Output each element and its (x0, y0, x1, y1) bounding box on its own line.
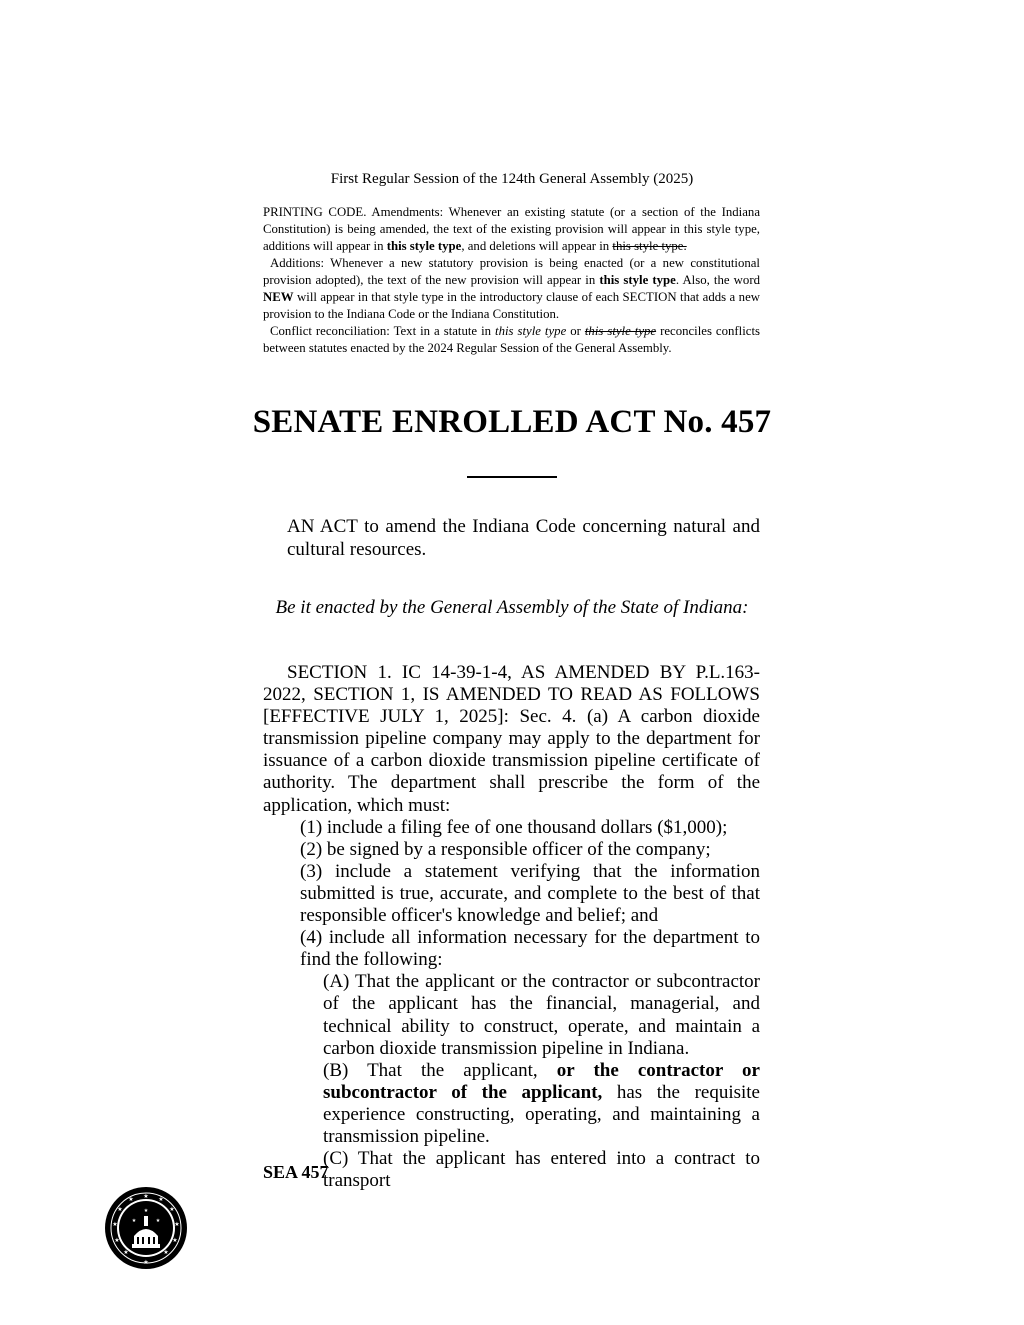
svg-text:★: ★ (117, 1206, 123, 1213)
bill-footer-label: SEA 457 (263, 1162, 329, 1182)
svg-text:★: ★ (143, 1193, 149, 1200)
subitem-c: (C) That the applicant has entered into a contract to transport (323, 1148, 760, 1192)
indiana-state-seal-icon (104, 1186, 188, 1270)
section-1-intro: SECTION 1. IC 14-39-1-4, AS AMENDED BY P.L.163-2022, SECTION 1, IS AMENDED TO READ AS FOLLOWS [EFFECTIVE JULY 1, 2025]: Sec. 4. (a) A carbon dioxide transmission pipeline company may apply to the department for issuance of a carbon dioxide transmission pipeline certificate of authority. The department shall prescribe the form of the application, which must: (263, 662, 760, 816)
svg-text:★: ★ (131, 1218, 137, 1224)
title-divider (467, 476, 557, 478)
svg-text:★: ★ (172, 1237, 178, 1244)
subitem-b: (B) That the applicant, or the contractor or subcontractor of the applicant, has the requisite experience constructing, operating, and maintaining a transmission pipeline. (323, 1059, 760, 1147)
session-header: First Regular Session of the 124th General Assembly (2025) (330, 171, 694, 187)
printing-code-additions: Additions: Whenever a new statutory provision is being enacted (or a new constitutional provision adopted), the text of the new provision will appear in this style type. Also, the word NEW will appear in that style type in the introductory clause of each SECTION that adds a new provision to the Indiana Code or the Indiana Constitution. (263, 256, 760, 321)
subitem-a: (A) That the applicant or the contractor or subcontractor of the applicant has the financial, managerial, and technical ability to construct, operate, and maintain a carbon dioxide transmission pipeline in Indiana. (323, 971, 760, 1059)
printing-code-notice (263, 204, 760, 357)
item-3: (3) include a statement verifying that the information submitted is true, accurate, and complete to the best of that responsible officer's knowledge and belief; and (300, 860, 760, 927)
printing-code-amendments: PRINTING CODE. Amendments: Whenever an existing statute (or a section of the Indiana Constitution) is being amended, the text of the existing provision will appear in this style type, additions will appear in this style type, and deletions will appear in this style type. (263, 205, 760, 253)
section-1 (263, 662, 760, 1192)
printing-code-conflict: Conflict reconciliation: Text in a statute in this style type or this style type reconciles conflicts between statutes enacted by the 2024 Regular Session of the General Assembly. (263, 324, 760, 355)
svg-text:★: ★ (169, 1206, 175, 1213)
svg-text:★: ★ (112, 1221, 118, 1228)
svg-text:★: ★ (114, 1237, 120, 1244)
item-4: (4) include all information necessary for the department to find the following: (300, 927, 760, 971)
svg-text:★: ★ (143, 1259, 149, 1266)
item-2: (2) be signed by a responsible officer of the company; (300, 838, 711, 860)
act-description: AN ACT to amend the Indiana Code concerning natural and cultural resources. (287, 516, 760, 560)
svg-text:★: ★ (128, 1196, 134, 1203)
svg-text:★: ★ (163, 1249, 169, 1256)
svg-text:★: ★ (155, 1218, 161, 1224)
svg-text:★: ★ (174, 1221, 180, 1228)
svg-text:★: ★ (123, 1249, 129, 1256)
item-1: (1) include a filing fee of one thousand dollars ($1,000); (300, 816, 728, 838)
act-title: SENATE ENROLLED ACT No. 457 (252, 404, 772, 440)
enacting-clause: Be it enacted by the General Assembly of the State of Indiana: (275, 597, 749, 618)
svg-text:★: ★ (158, 1196, 164, 1203)
svg-text:★: ★ (143, 1208, 149, 1214)
